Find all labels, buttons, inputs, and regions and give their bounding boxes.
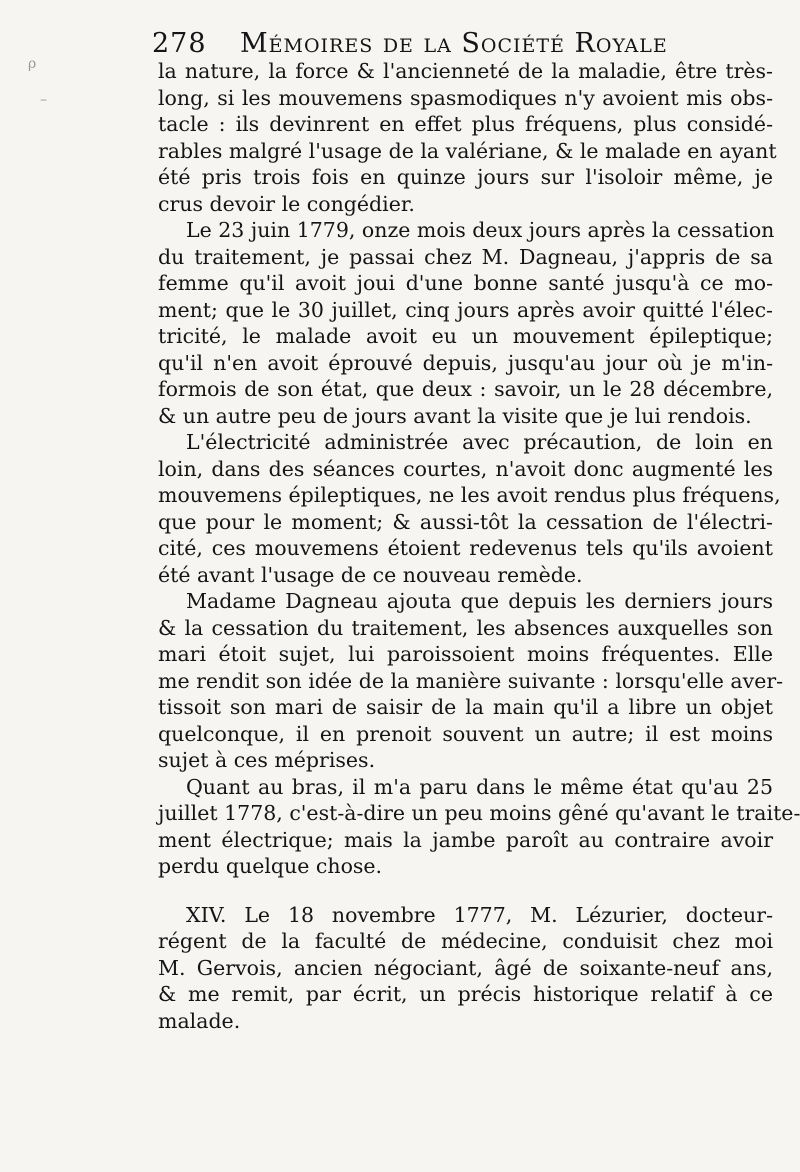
text-line: Le 23 juin 1779, onze mois deux jours après la cessation <box>186 218 775 242</box>
text-line: crus devoir le congédier. <box>158 191 415 216</box>
text-line: formois de son état, que deux : savoir, un le 28 décembre, <box>158 377 773 401</box>
paragraph <box>158 217 773 429</box>
text-line: qu'il n'en avoit éprouvé depuis, jusqu'au jour où je m'in- <box>158 350 773 375</box>
paragraph <box>158 588 784 774</box>
section-gap <box>158 880 773 902</box>
text-line: tricité, le malade avoit eu un mouvement épileptique; <box>158 324 773 348</box>
text-line: loin, dans des séances courtes, n'avoit donc augmenté les <box>158 456 773 481</box>
text-line: Madame Dagneau ajouta que depuis les derniers jours <box>186 589 773 613</box>
text-line: XIV. Le 18 novembre 1777, M. Lézurier, docteur- <box>186 902 773 927</box>
paragraph <box>158 429 781 588</box>
text-line: long, si les mouvemens spasmodiques n'y avoient mis obs- <box>158 85 773 110</box>
margin-stain: ρ <box>28 56 37 72</box>
text-line: été pris trois fois en quinze jours sur l'isoloir même, je <box>158 165 773 189</box>
text-line: tacle : ils devinrent en effet plus fréquens, plus considé- <box>158 112 773 136</box>
paragraph <box>158 902 773 1035</box>
text-line: & me remit, par écrit, un précis historique relatif à ce <box>158 982 773 1006</box>
text-line: & un autre peu de jours avant la visite que je lui rendois. <box>158 403 752 428</box>
text-line: & la cessation du traitement, les absences auxquelles son <box>158 615 773 640</box>
text-line: M. Gervois, ancien négociant, âgé de soixante-neuf ans, <box>158 955 773 980</box>
text-line: que pour le moment; & aussi-tôt la cessation de l'électri- <box>158 509 773 534</box>
text-line: ment; que le 30 juillet, cinq jours après avoir quitté l'élec- <box>158 297 773 322</box>
page-number: 278 <box>152 28 207 59</box>
running-title: Mémoires de la Société Royale <box>240 28 668 59</box>
margin-dash: – <box>40 92 47 108</box>
text-line: perdu quelque chose. <box>158 854 383 878</box>
text-line: rables malgré l'usage de la valériane, & le malade en ayant <box>158 138 777 163</box>
text-line: du traitement, je passai chez M. Dagneau, j'appris de sa <box>158 244 773 269</box>
text-line: la nature, la force & l'ancienneté de la maladie, être très- <box>158 59 773 83</box>
text-line: mouvemens épileptiques, ne les avoit rendus plus fréquens, <box>158 483 781 507</box>
text-line: ment électrique; mais la jambe paroît au contraire avoir <box>158 827 773 852</box>
text-line: tissoit son mari de saisir de la main qu'il a libre un objet <box>158 695 773 719</box>
text-line: cité, ces mouvemens étoient redevenus tels qu'ils avoient <box>158 536 773 560</box>
text-line: quelconque, il en prenoit souvent un autre; il est moins <box>158 721 773 746</box>
text-line: femme qu'il avoit joui d'une bonne santé jusqu'à ce mo- <box>158 271 773 295</box>
text-line: malade. <box>158 1008 241 1033</box>
text-line: juillet 1778, c'est-à-dire un peu moins gêné qu'avant le traite- <box>158 801 800 825</box>
text-line: me rendit son idée de la manière suivante : lorsqu'elle aver- <box>158 668 784 693</box>
paragraph <box>158 774 800 880</box>
body-text <box>158 58 800 1034</box>
text-line: été avant l'usage de ce nouveau remède. <box>158 562 583 587</box>
text-line: mari étoit sujet, lui paroissoient moins fréquentes. Elle <box>158 642 773 666</box>
text-line: sujet à ces méprises. <box>158 748 376 772</box>
text-line: L'électricité administrée avec précaution, de loin en <box>186 430 773 454</box>
text-line: régent de la faculté de médecine, conduisit chez moi <box>158 929 773 953</box>
text-line: Quant au bras, il m'a paru dans le même état qu'au 25 <box>186 774 773 799</box>
paragraph <box>158 58 777 217</box>
